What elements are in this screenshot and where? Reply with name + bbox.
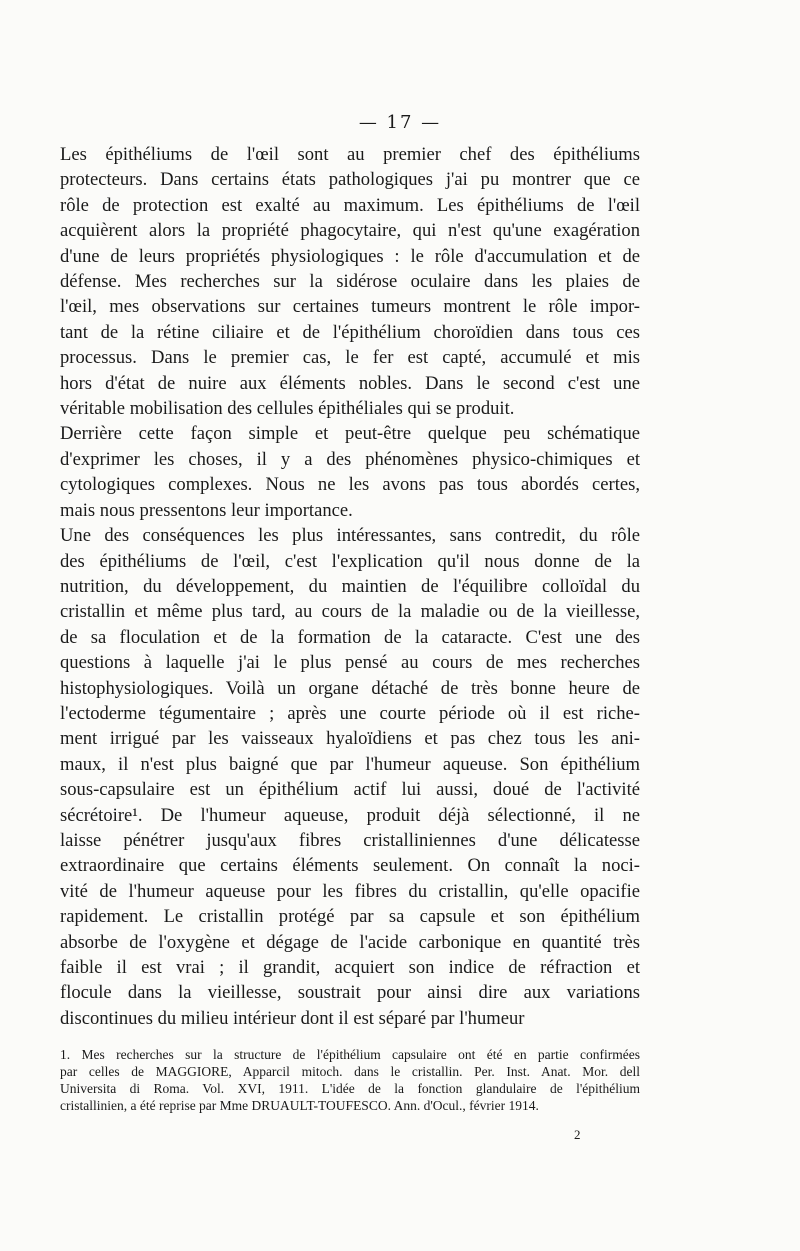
text-line: extraordinaire que certains éléments seulement. On connaît la noci- (60, 855, 640, 877)
footnote-line: par celles de MAGGIORE, Apparcil mitoch. dans le cristallin. Per. Inst. Anat. Mor. dell (60, 1064, 640, 1079)
text-line: l'ectoderme tégumentaire ; après une courte période où il est riche- (60, 702, 640, 724)
text-line: laisse pénétrer jusqu'aux fibres cristalliniennes d'une délicatesse (60, 829, 640, 851)
text-line: mais nous pressentons leur importance. (60, 499, 353, 521)
paragraph (60, 421, 640, 523)
text-line: Les épithéliums de l'œil sont au premier chef des épithéliums (60, 144, 640, 165)
text-line: cristallin et même plus tard, au cours de la maladie ou de la vieillesse, (60, 601, 640, 623)
text-line: d'exprimer les choses, il y a des phénomènes physico-chimiques et (60, 448, 640, 470)
text-line: rôle de protection est exalté au maximum. Les épithéliums de l'œil (60, 194, 640, 216)
paragraph (60, 142, 640, 421)
text-line: ment irrigué par les vaisseaux hyaloïdiens et pas chez tous les ani- (60, 728, 640, 750)
text-line: processus. Dans le premier cas, le fer est capté, accumulé et mis (60, 347, 640, 369)
text-line: l'œil, mes observations sur certaines tumeurs montrent le rôle impor- (60, 296, 640, 318)
paragraph (60, 523, 640, 1031)
footnote-line: cristallinien, a été reprise par Mme DRUAULT-TOUFESCO. Ann. d'Ocul., février 1914. (60, 1098, 539, 1113)
text-line: véritable mobilisation des cellules épithéliales qui se produit. (60, 398, 515, 420)
text-line: tant de la rétine ciliaire et de l'épithélium choroïdien dans tous ces (60, 321, 640, 343)
text-line: maux, il n'est plus baigné que par l'humeur aqueuse. Son épithélium (60, 753, 640, 775)
text-line: absorbe de l'oxygène et dégage de l'acide carbonique en quantité très (60, 931, 640, 953)
text-line: de sa floculation et de la formation de la cataracte. C'est une des (60, 626, 640, 648)
signature-mark: 2 (574, 1127, 581, 1142)
text-line: histophysiologiques. Voilà un organe détaché de très bonne heure de (60, 677, 640, 699)
page-number: — 17 — (358, 112, 442, 133)
text-line: Une des conséquences les plus intéressantes, sans contredit, du rôle (60, 525, 640, 547)
text-line: protecteurs. Dans certains états pathologiques j'ai pu montrer que ce (60, 169, 640, 191)
text-line: discontinues du milieu intérieur dont il est séparé par l'humeur (60, 1007, 525, 1029)
text-line: Derrière cette façon simple et peut-être quelque peu schématique (60, 423, 640, 445)
text-line: vité de l'humeur aqueuse pour les fibres du cristallin, qu'elle opacifie (60, 880, 640, 902)
text-line: faible il est vrai ; il grandit, acquiert son indice de réfraction et (60, 957, 640, 978)
text-line: défense. Mes recherches sur la sidérose oculaire dans les plaies de (60, 271, 640, 293)
footnote-line: Universita di Roma. Vol. XVI, 1911. L'idée de la fonction glandulaire de l'épithélium (60, 1081, 640, 1096)
text-line: cytologiques complexes. Nous ne les avons pas tous abordés certes, (60, 474, 640, 496)
text-line: hors d'état de nuire aux éléments nobles. Dans le second c'est une (60, 372, 640, 394)
text-line: sécrétoire¹. De l'humeur aqueuse, produit déjà sélectionné, il ne (60, 804, 640, 826)
text-line: d'une de leurs propriétés physiologiques : le rôle d'accumulation et de (60, 245, 640, 267)
footnotes (60, 1046, 640, 1114)
text-line: acquièrent alors la propriété phagocytaire, qui n'est qu'une exagération (60, 220, 640, 242)
text-line: rapidement. Le cristallin protégé par sa capsule et son épithélium (60, 906, 640, 928)
text-line: sous-capsulaire est un épithélium actif lui aussi, doué de l'activité (60, 779, 640, 801)
text-line: des épithéliums de l'œil, c'est l'explication qu'il nous donne de la (60, 550, 640, 572)
text-line: flocule dans la vieillesse, soustrait pour ainsi dire aux variations (60, 982, 640, 1004)
text-line: questions à laquelle j'ai le plus pensé au cours de mes recherches (60, 652, 640, 674)
footnote-line: 1. Mes recherches sur la structure de l'épithélium capsulaire ont été en partie confirmées (60, 1047, 640, 1062)
body-text (60, 142, 640, 1031)
text-line: nutrition, du développement, du maintien de l'équilibre colloïdal du (60, 575, 640, 597)
